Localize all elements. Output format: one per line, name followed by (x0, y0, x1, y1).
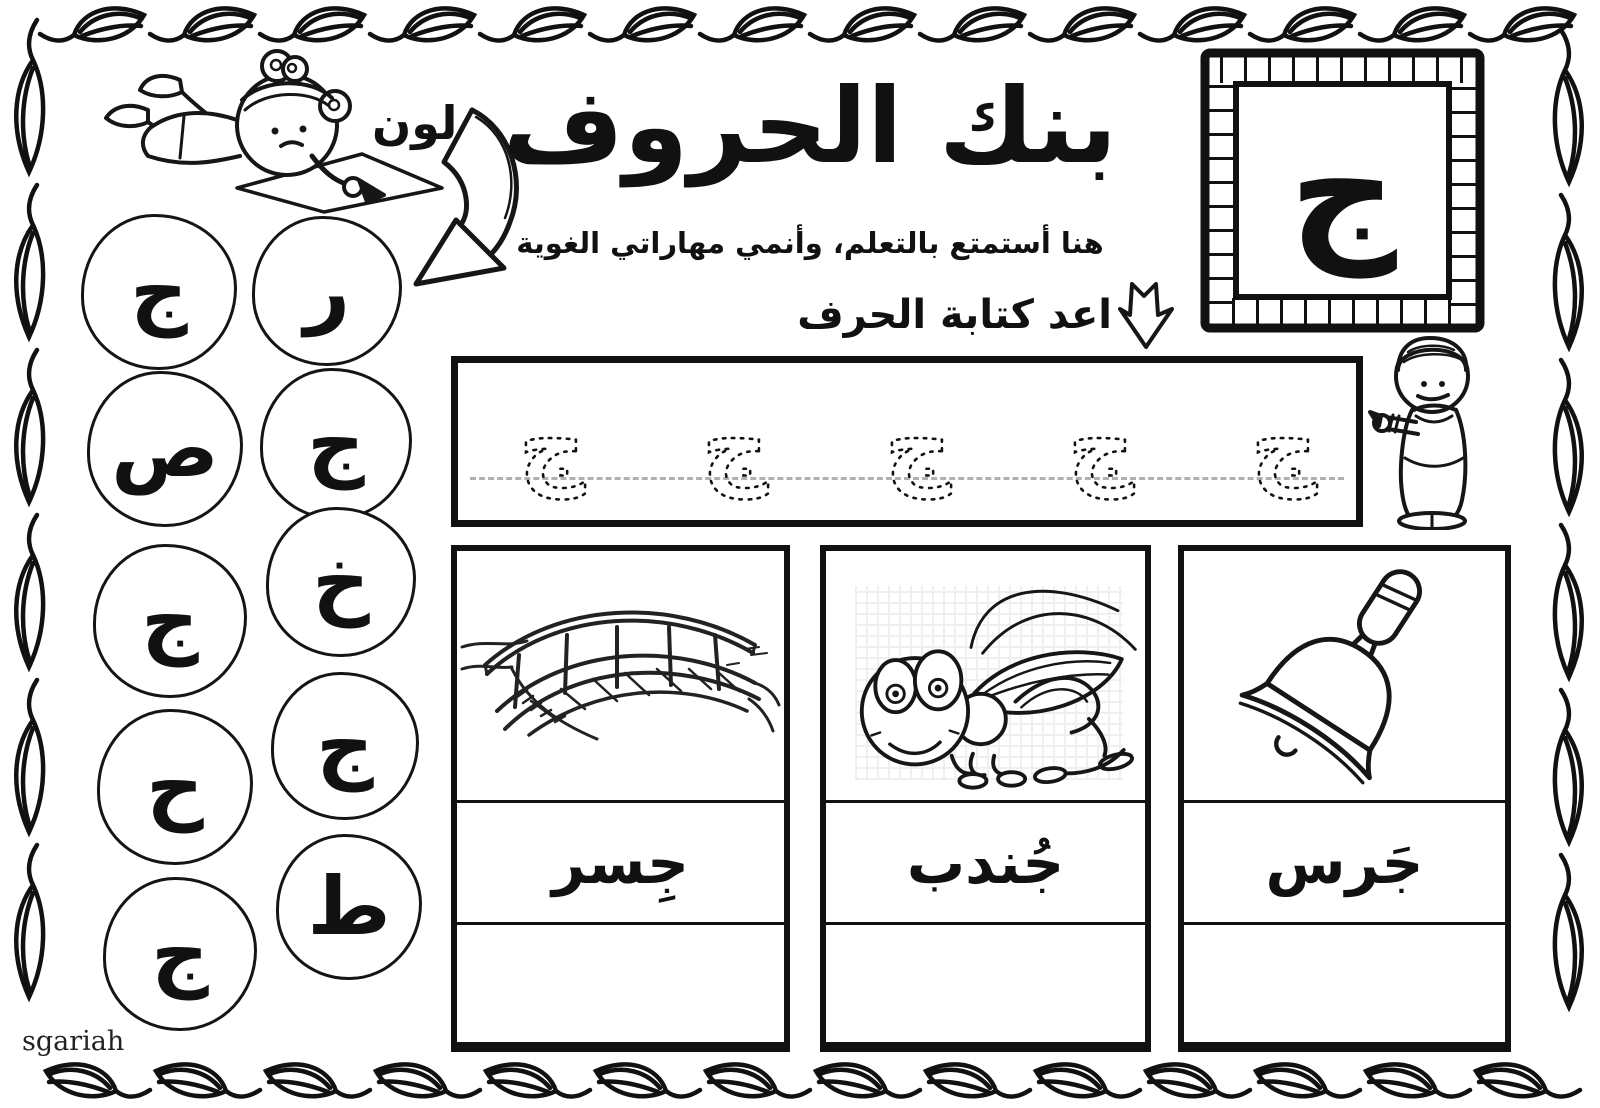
letter-bubble[interactable]: ج (260, 368, 412, 520)
vocabulary-card-grasshopper (820, 545, 1151, 1052)
rewrite-instruction-label: اعد كتابة الحرف (797, 292, 1112, 338)
letter-bubble[interactable]: ج (271, 672, 419, 820)
svg-text:ج: ج (518, 392, 586, 499)
svg-text:ج: ج (1250, 392, 1318, 499)
trace-letter[interactable] (497, 377, 607, 527)
writing-practice-area[interactable] (826, 922, 1145, 1042)
leaf-border-right (1538, 0, 1593, 1108)
vocabulary-card-bridge (451, 545, 790, 1052)
featured-letter: ج (1288, 104, 1398, 278)
leaf-border-left (5, 0, 60, 1108)
letter-bubble[interactable]: خ (266, 507, 416, 657)
letter-bubble[interactable]: ط (276, 834, 422, 980)
writing-practice-area[interactable] (1184, 922, 1505, 1042)
page-title: بنك الحروف (502, 65, 1118, 187)
letter-bubble[interactable]: ص (87, 371, 243, 527)
letter-bubble[interactable]: ر (252, 216, 402, 366)
trace-letter[interactable] (863, 377, 973, 527)
watermark: sgariah (22, 1026, 125, 1057)
leaf-border-bottom (0, 1056, 1600, 1108)
grasshopper-image (826, 551, 1145, 800)
card-word: جُندب (826, 800, 1145, 922)
letter-bubble[interactable]: ج (93, 544, 247, 698)
writing-practice-area[interactable] (457, 922, 784, 1042)
svg-text:ج: ج (884, 392, 952, 499)
svg-text:ج: ج (701, 392, 769, 499)
letter-bubble[interactable]: ح (97, 709, 253, 865)
card-word: جَرس (1184, 800, 1505, 922)
trace-letter[interactable] (1046, 377, 1156, 527)
vocabulary-card-bell (1178, 545, 1511, 1052)
svg-text:ج: ج (1067, 392, 1135, 499)
trace-letter[interactable] (680, 377, 790, 527)
bridge-image (457, 551, 784, 800)
card-word: جِسر (457, 800, 784, 922)
letter-bubble[interactable]: ج (81, 214, 237, 370)
page-subtitle: هنا أستمتع بالتعلم، وأنمي مهاراتي الغوية (516, 226, 1104, 260)
bell-image (1184, 551, 1505, 800)
boy-pointing-illustration (1368, 330, 1500, 530)
letter-tracing-strip[interactable] (451, 356, 1363, 527)
trace-letter[interactable] (1229, 377, 1339, 527)
letter-bubble[interactable]: ج (103, 877, 257, 1031)
down-arrow-icon (1118, 281, 1176, 353)
color-instruction-label: لون (372, 96, 458, 150)
